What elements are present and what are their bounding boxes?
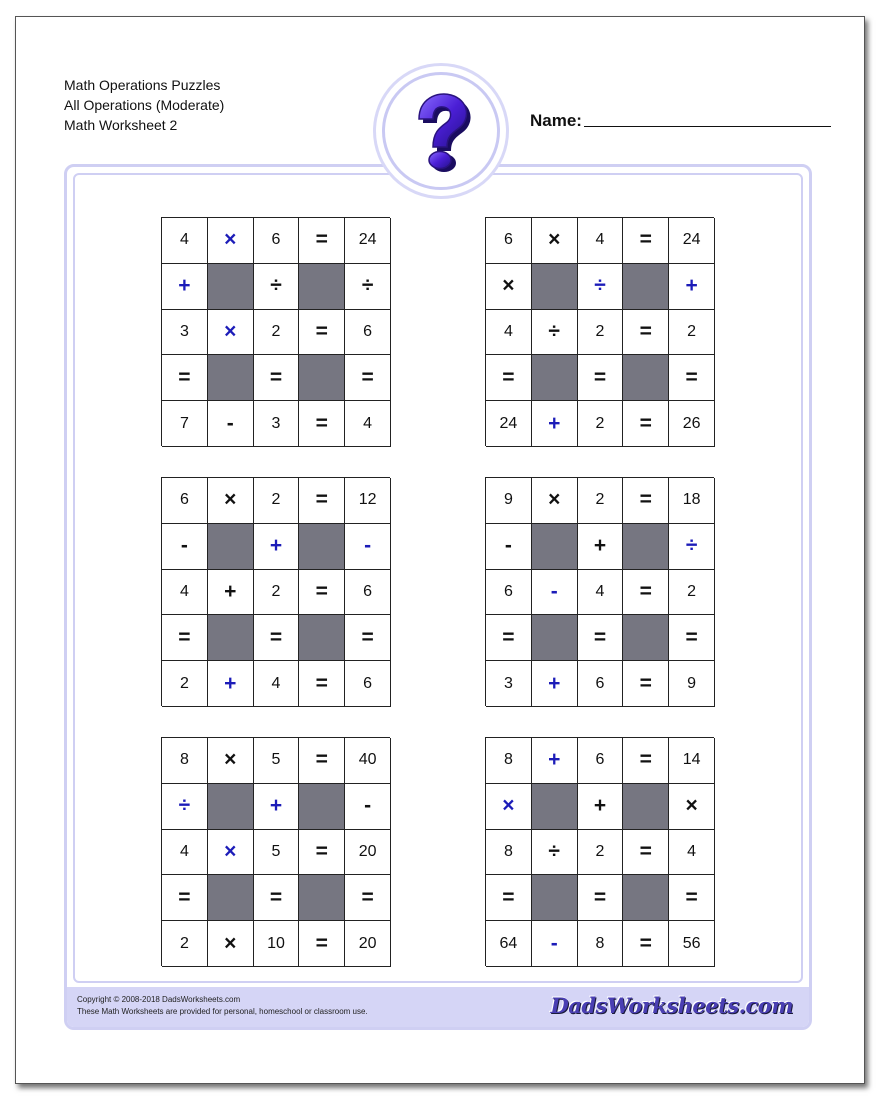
shaded-cell <box>623 615 669 661</box>
operator-cell: × <box>486 784 532 830</box>
number-cell: 2 <box>578 478 624 524</box>
operator-cell: ÷ <box>532 310 578 356</box>
operator-cell: = <box>669 615 715 661</box>
operator-cell: = <box>486 875 532 921</box>
shaded-cell <box>299 615 345 661</box>
puzzle-grid <box>161 737 390 966</box>
number-cell: 4 <box>669 830 715 876</box>
operator-cell: + <box>532 661 578 707</box>
number-cell: 4 <box>578 570 624 616</box>
number-cell: 9 <box>486 478 532 524</box>
operator-cell: + <box>254 784 300 830</box>
operator-cell: = <box>345 875 391 921</box>
operator-cell: = <box>578 875 624 921</box>
number-cell: 8 <box>162 738 208 784</box>
number-cell: 24 <box>345 218 391 264</box>
shaded-cell <box>532 355 578 401</box>
operator-cell: × <box>208 738 254 784</box>
operator-cell: + <box>532 401 578 447</box>
number-cell: 64 <box>486 921 532 967</box>
number-cell: 2 <box>254 570 300 616</box>
operator-cell: × <box>532 478 578 524</box>
operator-cell: = <box>299 661 345 707</box>
number-cell: 2 <box>669 310 715 356</box>
operator-cell: ÷ <box>254 264 300 310</box>
operator-cell: + <box>162 264 208 310</box>
number-cell: 6 <box>578 738 624 784</box>
number-cell: 20 <box>345 921 391 967</box>
operator-cell: = <box>299 830 345 876</box>
operator-cell: = <box>254 355 300 401</box>
shaded-cell <box>532 784 578 830</box>
operator-cell: × <box>532 218 578 264</box>
number-cell: 6 <box>345 661 391 707</box>
shaded-cell <box>623 355 669 401</box>
operator-cell: = <box>486 355 532 401</box>
number-cell: 10 <box>254 921 300 967</box>
shaded-cell <box>208 615 254 661</box>
usage-note: These Math Worksheets are provided for personal, homeschool or classroom use. <box>77 1007 368 1016</box>
number-cell: 2 <box>162 661 208 707</box>
operator-cell: = <box>254 615 300 661</box>
footer-band <box>67 987 809 1027</box>
operator-cell: = <box>623 218 669 264</box>
number-cell: 7 <box>162 401 208 447</box>
operator-cell: = <box>623 921 669 967</box>
operator-cell: = <box>486 615 532 661</box>
number-cell: 4 <box>254 661 300 707</box>
operator-cell: = <box>623 310 669 356</box>
operator-cell: = <box>345 615 391 661</box>
number-cell: 6 <box>345 570 391 616</box>
shaded-cell <box>208 355 254 401</box>
shaded-cell <box>299 524 345 570</box>
puzzle-grid <box>485 477 714 706</box>
number-cell: 2 <box>254 310 300 356</box>
operator-cell: + <box>578 524 624 570</box>
operator-cell: = <box>623 661 669 707</box>
worksheet-title: Math Operations Puzzles <box>64 77 221 93</box>
operator-cell: ÷ <box>669 524 715 570</box>
number-cell: 8 <box>578 921 624 967</box>
shaded-cell <box>299 355 345 401</box>
operator-cell: × <box>208 478 254 524</box>
operator-cell: - <box>532 570 578 616</box>
number-cell: 4 <box>162 218 208 264</box>
shaded-cell <box>532 524 578 570</box>
shaded-cell <box>208 264 254 310</box>
number-cell: 6 <box>486 570 532 616</box>
number-cell: 4 <box>162 570 208 616</box>
operator-cell: = <box>578 615 624 661</box>
puzzle-grid <box>161 217 390 446</box>
operator-cell: = <box>623 830 669 876</box>
number-cell: 6 <box>578 661 624 707</box>
number-cell: 6 <box>254 218 300 264</box>
operator-cell: = <box>669 355 715 401</box>
worksheet-subtitle: All Operations (Moderate) <box>64 97 225 113</box>
number-cell: 5 <box>254 830 300 876</box>
number-cell: 6 <box>162 478 208 524</box>
worksheet-number: Math Worksheet 2 <box>64 117 178 133</box>
operator-cell: = <box>299 570 345 616</box>
number-cell: 24 <box>669 218 715 264</box>
number-cell: 24 <box>486 401 532 447</box>
operator-cell: = <box>254 875 300 921</box>
number-cell: 12 <box>345 478 391 524</box>
shaded-cell <box>532 875 578 921</box>
shaded-cell <box>623 264 669 310</box>
operator-cell: = <box>623 478 669 524</box>
number-cell: 2 <box>578 401 624 447</box>
shaded-cell <box>532 615 578 661</box>
number-cell: 2 <box>578 310 624 356</box>
number-cell: 8 <box>486 830 532 876</box>
number-cell: 18 <box>669 478 715 524</box>
operator-cell: = <box>669 875 715 921</box>
number-cell: 2 <box>254 478 300 524</box>
operator-cell: = <box>162 875 208 921</box>
number-cell: 26 <box>669 401 715 447</box>
number-cell: 5 <box>254 738 300 784</box>
number-cell: 9 <box>669 661 715 707</box>
shaded-cell <box>299 784 345 830</box>
operator-cell: × <box>669 784 715 830</box>
operator-cell: ÷ <box>162 784 208 830</box>
shaded-cell <box>208 524 254 570</box>
operator-cell: × <box>208 830 254 876</box>
operator-cell: = <box>623 570 669 616</box>
puzzle-grid <box>161 477 390 706</box>
operator-cell: ÷ <box>532 830 578 876</box>
name-label: Name: <box>530 111 582 130</box>
operator-cell: × <box>486 264 532 310</box>
operator-cell: × <box>208 921 254 967</box>
shaded-cell <box>208 875 254 921</box>
puzzle-grid <box>485 217 714 446</box>
puzzle-grid <box>485 737 714 966</box>
number-cell: 4 <box>345 401 391 447</box>
operator-cell: ÷ <box>345 264 391 310</box>
number-cell: 56 <box>669 921 715 967</box>
number-cell: 40 <box>345 738 391 784</box>
operator-cell: = <box>299 478 345 524</box>
shaded-cell <box>623 784 669 830</box>
number-cell: 6 <box>486 218 532 264</box>
operator-cell: = <box>345 355 391 401</box>
number-cell: 3 <box>162 310 208 356</box>
operator-cell: + <box>254 524 300 570</box>
operator-cell: = <box>162 355 208 401</box>
operator-cell: - <box>486 524 532 570</box>
number-cell: 2 <box>669 570 715 616</box>
operator-cell: = <box>299 310 345 356</box>
operator-cell: + <box>208 570 254 616</box>
shaded-cell <box>299 875 345 921</box>
operator-cell: × <box>208 310 254 356</box>
operator-cell: = <box>299 921 345 967</box>
operator-cell: = <box>299 738 345 784</box>
question-mark-icon <box>385 75 497 187</box>
number-cell: 3 <box>486 661 532 707</box>
operator-cell: - <box>208 401 254 447</box>
number-cell: 4 <box>162 830 208 876</box>
number-cell: 4 <box>578 218 624 264</box>
question-mark-logo <box>382 72 500 190</box>
operator-cell: - <box>162 524 208 570</box>
operator-cell: = <box>299 218 345 264</box>
operator-cell: + <box>669 264 715 310</box>
operator-cell: = <box>623 401 669 447</box>
number-cell: 3 <box>254 401 300 447</box>
operator-cell: = <box>299 401 345 447</box>
operator-cell: - <box>532 921 578 967</box>
number-cell: 4 <box>486 310 532 356</box>
name-field-line <box>584 126 831 127</box>
number-cell: 8 <box>486 738 532 784</box>
operator-cell: + <box>532 738 578 784</box>
shaded-cell <box>623 875 669 921</box>
shaded-cell <box>532 264 578 310</box>
operator-cell: = <box>578 355 624 401</box>
operator-cell: + <box>578 784 624 830</box>
number-cell: 20 <box>345 830 391 876</box>
operator-cell: - <box>345 784 391 830</box>
number-cell: 6 <box>345 310 391 356</box>
shaded-cell <box>299 264 345 310</box>
copyright-text: Copyright © 2008-2018 DadsWorksheets.com <box>77 995 241 1004</box>
shaded-cell <box>208 784 254 830</box>
operator-cell: × <box>208 218 254 264</box>
operator-cell: - <box>345 524 391 570</box>
shaded-cell <box>623 524 669 570</box>
brand-logo: DadsWorksheets.com <box>550 993 793 1018</box>
number-cell: 2 <box>578 830 624 876</box>
operator-cell: = <box>162 615 208 661</box>
operator-cell: = <box>623 738 669 784</box>
number-cell: 2 <box>162 921 208 967</box>
operator-cell: ÷ <box>578 264 624 310</box>
operator-cell: + <box>208 661 254 707</box>
number-cell: 14 <box>669 738 715 784</box>
